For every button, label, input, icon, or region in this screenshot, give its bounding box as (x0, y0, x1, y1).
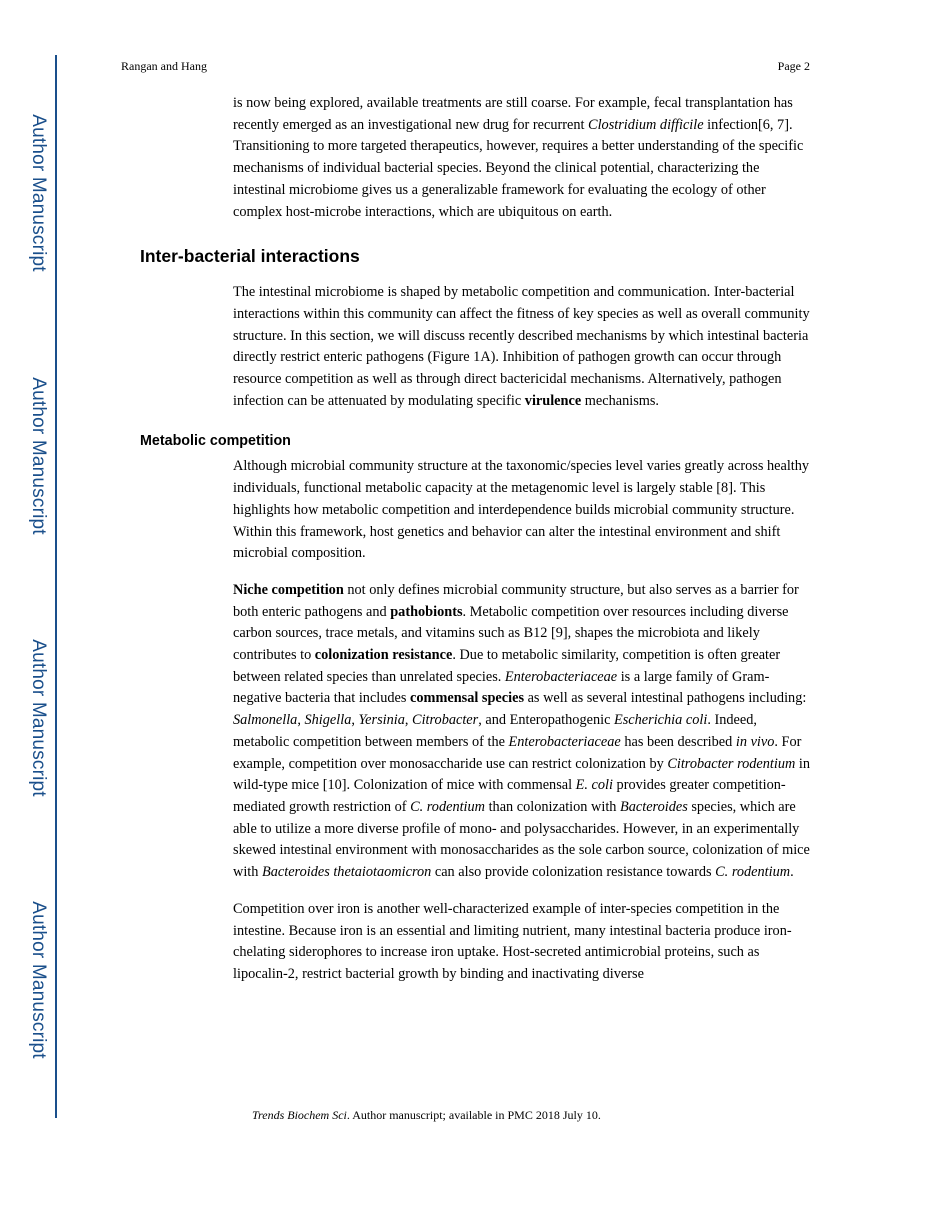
paragraph-metabolic (233, 456, 812, 565)
text-run: Yersinia (358, 712, 405, 729)
text-run: Competition over iron is another well-characterized example of inter-species competition in the intestine. Because iron is an essential and limiting nutrient, many intestinal bacteria produce iron-chelating siderophores to increase iron uptake. Host-secreted antimicrobial proteins, such as lipocalin-2, restrict bacterial growth by binding and inactivating diverse (233, 900, 792, 982)
paragraph-inter-bacterial (233, 282, 812, 412)
text-run: Niche competition (233, 581, 344, 598)
text-run: , (297, 712, 305, 729)
text-run: in wild-type mice [10]. Colonization of mice with commensal (233, 755, 811, 794)
text-run: Salmonella (233, 712, 298, 729)
text-run: . Metabolic competition over resources including diverse carbon sources, trace metals, and vitamins such as B12 [9], shapes the microbiota and likely contributes to (233, 603, 789, 664)
text-run: as well as several intestinal pathogens including: (524, 690, 807, 707)
text-run: provides greater competition-mediated growth restriction of (233, 777, 786, 815)
text-run: virulence (524, 392, 582, 409)
text-run: is now being explored, available treatments are still coarse. For example, fecal transplantation has recently emerged as an investigational new drug for recurrent (233, 95, 793, 133)
text-run: commensal species (410, 690, 525, 707)
text-run: in vivo (735, 733, 775, 750)
text-run: Enterobacteriaceae (504, 668, 618, 685)
text-run: . Indeed, metabolic competition between members of the (233, 712, 757, 750)
text-run: can also provide colonization resistance towards (431, 864, 716, 881)
footer-availability: . Author manuscript; available in PMC 2018 July 10. (346, 1108, 601, 1122)
footer-journal: Trends Biochem Sci (252, 1108, 347, 1122)
text-run: The intestinal microbiome is shaped by metabolic competition and communication. Inter-bacterial interactions within this community can affect the fitness of key species as well as overall community structure. In this section, we will discuss recently described mechanisms by which intestinal bacteria directly restrict enteric pathogens (Figure 1A). Inhibition of pathogen growth can occur through resource competition as well as through direct bactericidal mechanisms. Alternatively, pathogen infection can be attenuated by modulating specific (233, 284, 810, 409)
text-run: Enterobacteriaceae (508, 733, 621, 750)
left-margin-rule (55, 55, 57, 1118)
paragraph-niche-competition (233, 580, 812, 884)
text-run: , (351, 712, 359, 729)
article-body (140, 93, 812, 986)
text-run: pathobionts (390, 603, 463, 620)
text-run: . (790, 864, 794, 881)
subsection-heading-metabolic-competition: Metabolic competition (140, 433, 291, 450)
running-header-authors: Rangan and Hang (121, 59, 207, 73)
text-run: Bacteroides thetaiotaomicron (262, 864, 432, 881)
text-run: . For example, competition over monosaccharide use can restrict colonization by (233, 733, 802, 772)
text-run: Citrobacter (412, 712, 479, 729)
text-run: C. rodentium (410, 798, 486, 815)
text-run: mechanisms. (581, 392, 660, 409)
paragraph-iron-competition (233, 899, 812, 986)
text-run: E. coli (575, 777, 613, 794)
text-run: than colonization with (485, 798, 621, 815)
text-run: . Due to metabolic similarity, competition is often greater between related species than unrelated species. (233, 647, 781, 685)
page-number: Page 2 (777, 59, 810, 73)
section-heading-inter-bacterial: Inter-bacterial interactions (140, 246, 360, 267)
text-run: not only defines microbial community structure, but also serves as a barrier for both enteric pathogens and (233, 581, 799, 620)
text-run: Citrobacter rodentium (667, 755, 796, 772)
text-run: , and Enteropathogenic (478, 712, 614, 729)
text-run: is a large family of Gram-negative bacteria that includes (233, 668, 770, 707)
text-run: colonization resistance (314, 647, 453, 664)
text-run: Escherichia coli (614, 712, 708, 729)
text-run: Bacteroides (620, 798, 688, 815)
page-footer (252, 1108, 601, 1123)
paragraph-intro (233, 93, 812, 223)
text-run: Although microbial community structure at the taxonomic/species level varies greatly across healthy individuals, functional metabolic capacity at the metagenomic level is largely stable [8]. This highlights how metabolic competition and interdependence builds microbial community structure. Within this framework, host genetics and behavior can alter the intestinal environment and shift microbial composition. (233, 458, 810, 562)
text-run: Shigella (304, 712, 352, 729)
text-run: has been described (620, 733, 736, 750)
text-run: , (404, 712, 413, 729)
text-run: Clostridium difficile (588, 116, 704, 133)
text-run: species, which are able to utilize a more diverse profile of mono- and polysaccharides. However, in an experimentally skewed intestinal environment with monosaccharides as the sole carbon source, colonization of mice with (233, 798, 810, 881)
text-run: infection[6, 7]. Transitioning to more targeted therapeutics, however, requires a better understanding of the specific mechanisms of individual bacterial species. Beyond the clinical potential, characterizing the intestinal microbiome gives us a generalizable framework for evaluating the ecology of other complex host-microbe interactions, which are ubiquitous on earth. (233, 116, 804, 220)
text-run: C. rodentium (715, 864, 791, 881)
